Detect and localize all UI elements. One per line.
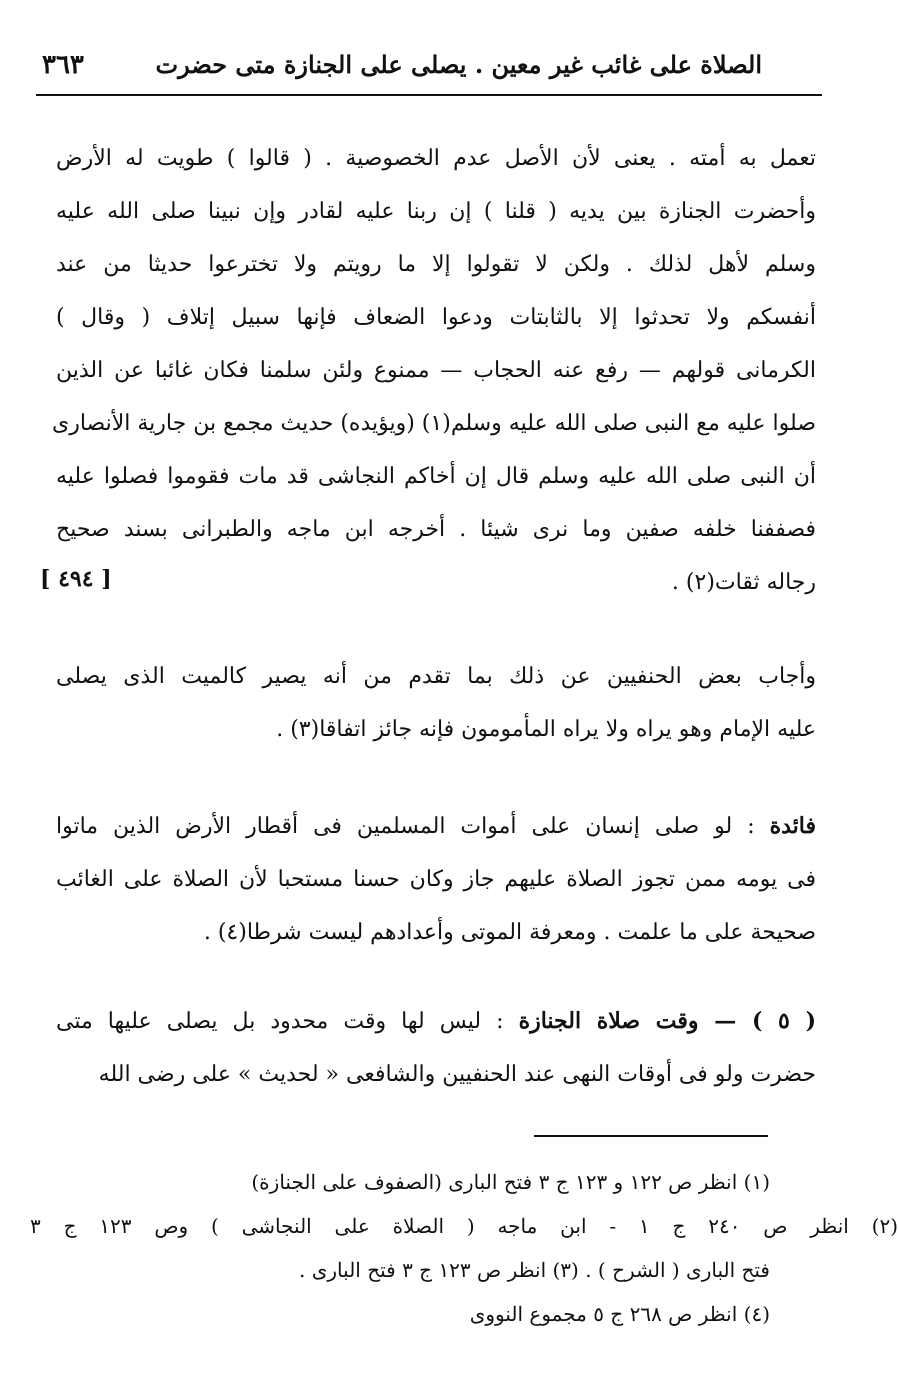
- text-line: تعمل به أمته . يعنى لأن الأصل عدم الخصوصية . ( قالوا ) طويت له الأرض: [56, 146, 816, 171]
- text-line: فى يومه ممن تجوز الصلاة عليهم جاز وكان حسنا مستحبا لأن الصلاة على الغائب: [56, 867, 816, 892]
- section-first-line: : ليس لها وقت محدود بل يصلى عليها متى: [56, 1009, 519, 1034]
- text-line: وأجاب بعض الحنفيين عن ذلك بما تقدم من أنه يصير كالميت الذى يصلى: [56, 664, 816, 689]
- footnote: (٤) انظر ص ٢٦٨ ج ٥ مجموع النووى: [469, 1302, 770, 1326]
- hadith-reference-number: [ ٤٩٤ ]: [40, 566, 112, 592]
- text-line: وسلم لأهل لذلك . ولكن لا تقولوا إلا ما رويتم ولا تخترعوا حديثا من عند: [56, 252, 816, 277]
- paragraph-qalu: [51, 132, 816, 609]
- section-number: ( ٥ ): [751, 1008, 816, 1034]
- text-line: فصففنا خلفه صفين وما نرى شيئا . أخرجه ابن ماجه والطبرانى بسند صحيح: [56, 517, 816, 542]
- paragraph-hanafi-answer: [56, 650, 816, 756]
- section-heading: — وقت صلاة الجنازة: [518, 1008, 752, 1034]
- text-line: رجاله ثقات(٢) .: [671, 570, 816, 595]
- text-line: عليه الإمام وهو يراه ولا يراه المأمومون فإنه جائز اتفاقا(٣) .: [276, 717, 816, 742]
- running-title: الصلاة على غائب غير معين . يصلى على الجنازة متى حضرت: [155, 50, 762, 79]
- running-header: [36, 42, 822, 96]
- text-line: الكرمانى قولهم — رفع عنه الحجاب — ممنوع ولئن سلمنا فكان غائبا عن الذين: [56, 358, 816, 383]
- footnote-divider: [534, 1135, 768, 1137]
- text-line: أنفسكم ولا تحدثوا إلا بالثابتات ودعوا الضعاف فإنها سبيل إتلاف ( وقال ): [56, 305, 816, 330]
- section-funeral-prayer-time: [56, 995, 816, 1101]
- text-line: [56, 995, 816, 1048]
- paragraph-faida: [56, 800, 816, 959]
- text-line: وأحضرت الجنازة بين يديه ( قلنا ) إن ربنا عليه لقادر وإن نبينا صلى الله عليه: [56, 199, 816, 224]
- text-line: حضرت ولو فى أوقات النهى عند الحنفيين والشافعى « لحديث » على رضى الله: [98, 1062, 816, 1087]
- footnote: فتح البارى ( الشرح ) . (٣) انظر ص ١٢٣ ج ٣ فتح البارى .: [299, 1258, 770, 1282]
- text-line: [56, 800, 816, 853]
- faida-first-line: : لو صلى إنسان على أموات المسلمين فى أقطار الأرض الذين ماتوا: [56, 814, 770, 839]
- footnotes: [30, 1160, 898, 1336]
- page-number: ٣٦٣: [42, 50, 84, 80]
- footnote: (١) انظر ص ١٢٢ و ١٢٣ ج ٣ فتح البارى (الصفوف على الجنازة): [251, 1170, 770, 1194]
- text-line: صلوا عليه مع النبى صلى الله عليه وسلم(١) (ويؤيده) حديث مجمع بن جارية الأنصارى: [51, 411, 816, 436]
- footnote: (٢) انظر ص ٢٤٠ ج ١ - ابن ماجه ( الصلاة على النجاشى ) وص ١٢٣ ج ٣: [30, 1214, 898, 1238]
- faida-label: فائدة: [769, 813, 816, 839]
- text-line: أن النبى صلى الله عليه وسلم قال إن أخاكم النجاشى قد مات فقوموا فصلوا عليه: [56, 464, 816, 489]
- text-line: صحيحة على ما علمت . ومعرفة الموتى وأعدادهم ليست شرطا(٤) .: [203, 920, 816, 945]
